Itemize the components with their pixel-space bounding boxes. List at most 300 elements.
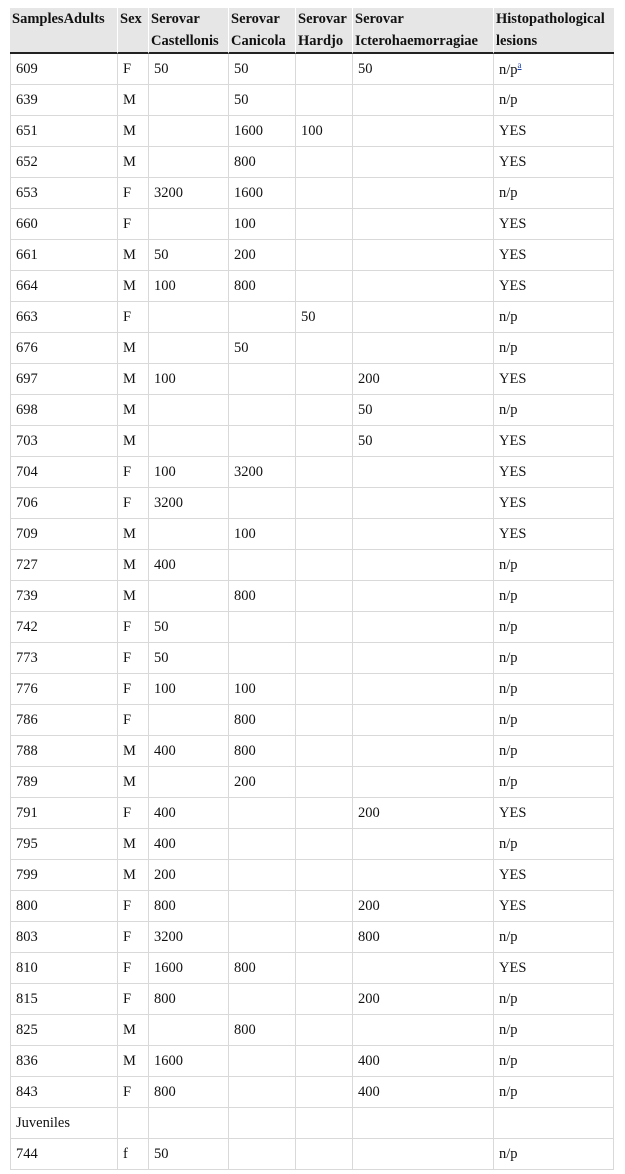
table-cell xyxy=(352,1015,493,1046)
cell-value: YES xyxy=(499,370,527,387)
table-cell xyxy=(352,395,493,426)
cell-value: 799 xyxy=(16,866,38,883)
table-row xyxy=(10,395,614,426)
cell-value: YES xyxy=(499,463,527,480)
cell-value: YES xyxy=(499,897,527,914)
table-row xyxy=(10,333,614,364)
table-row xyxy=(10,829,614,860)
cell-value: 50 xyxy=(358,401,373,418)
table-cell xyxy=(352,891,493,922)
table-header xyxy=(10,8,614,54)
table-cell xyxy=(117,674,148,705)
cell-value: YES xyxy=(499,277,527,294)
table-cell xyxy=(148,1046,228,1077)
cell-value: n/p xyxy=(499,618,518,635)
table-cell xyxy=(352,767,493,798)
table-cell xyxy=(117,984,148,1015)
table-cell xyxy=(352,147,493,178)
cell-value: 653 xyxy=(16,184,38,201)
table-row xyxy=(10,1015,614,1046)
table-row xyxy=(10,891,614,922)
table-cell xyxy=(493,581,614,612)
cell-value: n/p xyxy=(499,184,518,201)
table-cell xyxy=(10,581,117,612)
table-cell xyxy=(117,612,148,643)
table-cell xyxy=(228,395,295,426)
table-cell xyxy=(117,116,148,147)
table-row xyxy=(10,798,614,829)
cell-value: 742 xyxy=(16,618,38,635)
table-cell xyxy=(352,209,493,240)
table-cell xyxy=(117,488,148,519)
cell-value: M xyxy=(123,122,136,139)
cell-value: n/p xyxy=(499,711,518,728)
cell-value: n/p xyxy=(499,835,518,852)
table-cell xyxy=(228,240,295,271)
cell-value: 400 xyxy=(154,804,176,821)
table-cell xyxy=(295,85,352,116)
table-cell xyxy=(352,643,493,674)
cell-value: 1600 xyxy=(154,1052,183,1069)
table-cell xyxy=(493,54,614,85)
table-cell xyxy=(295,240,352,271)
cell-value: n/p xyxy=(499,556,518,573)
cell-value: 200 xyxy=(358,804,380,821)
table-cell xyxy=(352,116,493,147)
table-cell xyxy=(352,550,493,581)
table-row xyxy=(10,209,614,240)
table-cell xyxy=(117,705,148,736)
cell-value: 788 xyxy=(16,742,38,759)
table-cell xyxy=(493,209,614,240)
table-cell xyxy=(295,581,352,612)
cell-value: F xyxy=(123,897,132,914)
table-cell xyxy=(295,1077,352,1108)
table-row xyxy=(10,581,614,612)
table-cell xyxy=(295,178,352,209)
cell-value: F xyxy=(123,184,132,201)
header-line: Hardjo xyxy=(298,33,344,49)
table-cell xyxy=(493,860,614,891)
cell-value: n/p xyxy=(499,1021,518,1038)
table-row xyxy=(10,488,614,519)
cell-value: 800 xyxy=(16,897,38,914)
table-cell xyxy=(295,395,352,426)
table-cell xyxy=(148,333,228,364)
table-cell xyxy=(352,488,493,519)
table-cell xyxy=(10,798,117,829)
table-cell xyxy=(148,364,228,395)
cell-value: YES xyxy=(499,432,527,449)
table-cell xyxy=(228,550,295,581)
table-cell xyxy=(228,612,295,643)
table-cell xyxy=(352,798,493,829)
table-cell xyxy=(493,829,614,860)
table-body xyxy=(10,54,614,1170)
table-row xyxy=(10,240,614,271)
cell-value: M xyxy=(123,370,136,387)
table-cell xyxy=(493,488,614,519)
table-cell xyxy=(493,1046,614,1077)
cell-value: 739 xyxy=(16,587,38,604)
table-row xyxy=(10,736,614,767)
footnote-link[interactable]: a xyxy=(517,59,522,70)
table-cell xyxy=(148,1108,228,1139)
table-cell xyxy=(10,922,117,953)
table-row xyxy=(10,612,614,643)
table-cell xyxy=(148,178,228,209)
table-cell xyxy=(228,1108,295,1139)
cell-value: M xyxy=(123,587,136,604)
cell-value: 800 xyxy=(234,959,256,976)
table-cell xyxy=(493,674,614,705)
table-cell xyxy=(117,271,148,302)
table-row xyxy=(10,302,614,333)
table-row xyxy=(10,1139,614,1170)
castellonis-header xyxy=(148,8,228,54)
table-row xyxy=(10,984,614,1015)
table-cell xyxy=(117,798,148,829)
cell-value: 663 xyxy=(16,308,38,325)
table-cell xyxy=(148,984,228,1015)
table-cell xyxy=(295,1139,352,1170)
table-cell xyxy=(10,240,117,271)
table-cell xyxy=(228,1046,295,1077)
table-cell xyxy=(352,271,493,302)
cell-value: M xyxy=(123,432,136,449)
table-cell xyxy=(493,643,614,674)
table-cell xyxy=(148,209,228,240)
table-cell xyxy=(10,891,117,922)
cell-value: 800 xyxy=(234,1021,256,1038)
cell-value: M xyxy=(123,773,136,790)
table-cell xyxy=(228,302,295,333)
cell-value: 200 xyxy=(234,773,256,790)
cell-value: 50 xyxy=(154,649,169,666)
table-cell xyxy=(228,922,295,953)
cell-value: 800 xyxy=(234,742,256,759)
table-cell xyxy=(117,581,148,612)
cell-value: M xyxy=(123,525,136,542)
table-cell xyxy=(228,457,295,488)
cell-value: 1600 xyxy=(154,959,183,976)
table-cell xyxy=(295,922,352,953)
table-cell xyxy=(352,1046,493,1077)
cell-value: 652 xyxy=(16,153,38,170)
table-row xyxy=(10,457,614,488)
table-cell xyxy=(10,54,117,85)
cell-value: 50 xyxy=(358,60,373,77)
cell-value: 400 xyxy=(154,742,176,759)
table-cell xyxy=(295,767,352,798)
table-cell xyxy=(148,550,228,581)
table-cell xyxy=(117,953,148,984)
table-cell xyxy=(352,860,493,891)
table-cell xyxy=(117,643,148,674)
cell-value: n/p xyxy=(499,649,518,666)
table-cell xyxy=(228,271,295,302)
cell-value: F xyxy=(123,215,132,232)
table-cell xyxy=(352,364,493,395)
table-cell xyxy=(10,85,117,116)
table-cell xyxy=(117,860,148,891)
table-cell xyxy=(117,1015,148,1046)
table-cell xyxy=(493,736,614,767)
table-cell xyxy=(10,1108,117,1139)
cell-value: 200 xyxy=(234,246,256,263)
cell-value: M xyxy=(123,91,136,108)
cell-value: 800 xyxy=(234,277,256,294)
cell-value: 50 xyxy=(234,91,249,108)
table-cell xyxy=(10,488,117,519)
table-cell xyxy=(10,767,117,798)
cell-value: 800 xyxy=(154,897,176,914)
table-cell xyxy=(493,85,614,116)
table-cell xyxy=(10,519,117,550)
cell-value: F xyxy=(123,959,132,976)
table-cell xyxy=(228,984,295,1015)
cell-value: 803 xyxy=(16,928,38,945)
cell-value: 100 xyxy=(154,277,176,294)
table-cell xyxy=(117,333,148,364)
header-row xyxy=(10,8,614,54)
cell-value: 50 xyxy=(234,339,249,356)
table-cell xyxy=(493,1108,614,1139)
table-cell xyxy=(148,457,228,488)
cell-value: 660 xyxy=(16,215,38,232)
cell-value: 100 xyxy=(154,680,176,697)
table-cell xyxy=(228,1015,295,1046)
cell-value: 791 xyxy=(16,804,38,821)
table-cell xyxy=(228,147,295,178)
table-cell xyxy=(352,829,493,860)
table-cell xyxy=(148,674,228,705)
table-cell xyxy=(295,829,352,860)
canicola-header xyxy=(228,8,295,54)
cell-value: n/p xyxy=(499,1052,518,1069)
cell-value: M xyxy=(123,1052,136,1069)
table-row xyxy=(10,364,614,395)
table-cell xyxy=(295,550,352,581)
header-line: Serovar xyxy=(231,11,280,27)
table-cell xyxy=(295,147,352,178)
table-row xyxy=(10,860,614,891)
cell-value: 400 xyxy=(154,556,176,573)
cell-value: 776 xyxy=(16,680,38,697)
cell-value: 800 xyxy=(154,1083,176,1100)
table-cell xyxy=(352,54,493,85)
cell-value: 3200 xyxy=(154,494,183,511)
table-cell xyxy=(295,736,352,767)
table-cell xyxy=(295,426,352,457)
cell-value: 200 xyxy=(358,990,380,1007)
table-cell xyxy=(295,271,352,302)
cell-value: YES xyxy=(499,959,527,976)
table-container xyxy=(10,8,614,1170)
table-cell xyxy=(228,85,295,116)
table-cell xyxy=(10,1139,117,1170)
table-cell xyxy=(10,302,117,333)
cell-value: 400 xyxy=(358,1083,380,1100)
table-cell xyxy=(352,984,493,1015)
table-cell xyxy=(228,333,295,364)
cell-value: 698 xyxy=(16,401,38,418)
header-line: Serovar xyxy=(151,11,200,27)
table-cell xyxy=(352,178,493,209)
cell-value: 800 xyxy=(234,153,256,170)
table-cell xyxy=(117,240,148,271)
table-cell xyxy=(295,333,352,364)
cell-value: 200 xyxy=(358,370,380,387)
cell-value: YES xyxy=(499,804,527,821)
cell-value: 50 xyxy=(154,618,169,635)
table-cell xyxy=(295,860,352,891)
table-cell xyxy=(493,240,614,271)
table-cell xyxy=(228,891,295,922)
table-cell xyxy=(10,209,117,240)
table-cell xyxy=(10,953,117,984)
cell-value: F xyxy=(123,804,132,821)
table-cell xyxy=(10,860,117,891)
cell-value: 400 xyxy=(154,835,176,852)
table-cell xyxy=(148,860,228,891)
samples-header xyxy=(10,8,117,54)
table-cell xyxy=(117,302,148,333)
table-cell xyxy=(493,984,614,1015)
cell-value: 773 xyxy=(16,649,38,666)
header-line: Serovar xyxy=(298,11,347,27)
table-cell xyxy=(493,891,614,922)
cell-value: n/p xyxy=(499,1083,518,1100)
cell-value: n/p xyxy=(499,587,518,604)
table-cell xyxy=(493,178,614,209)
table-row xyxy=(10,550,614,581)
table-cell xyxy=(148,54,228,85)
cell-value: 744 xyxy=(16,1145,38,1162)
table-cell xyxy=(295,674,352,705)
cell-value: 609 xyxy=(16,60,38,77)
cell-value: 800 xyxy=(234,587,256,604)
table-cell xyxy=(117,736,148,767)
table-cell xyxy=(493,364,614,395)
table-cell xyxy=(117,891,148,922)
table-cell xyxy=(117,550,148,581)
table-cell xyxy=(352,1077,493,1108)
table-cell xyxy=(228,1139,295,1170)
table-cell xyxy=(148,736,228,767)
table-row xyxy=(10,1108,614,1139)
table-row xyxy=(10,85,614,116)
table-cell xyxy=(295,891,352,922)
header-line: Canicola xyxy=(231,33,286,49)
cell-value: F xyxy=(123,990,132,1007)
header-line: Histopathological xyxy=(496,11,605,27)
header-line: Sex xyxy=(120,11,142,27)
cell-value: 697 xyxy=(16,370,38,387)
table-cell xyxy=(228,364,295,395)
cell-value: 100 xyxy=(234,215,256,232)
table-cell xyxy=(493,1077,614,1108)
table-cell xyxy=(295,953,352,984)
cell-value: 1600 xyxy=(234,122,263,139)
cell-value: 50 xyxy=(154,60,169,77)
cell-value: F xyxy=(123,463,132,480)
table-row xyxy=(10,643,614,674)
table-cell xyxy=(148,240,228,271)
cell-value: F xyxy=(123,928,132,945)
table-cell xyxy=(352,1139,493,1170)
cell-value: 843 xyxy=(16,1083,38,1100)
table-cell xyxy=(352,302,493,333)
cell-value: 100 xyxy=(301,122,323,139)
cell-value: YES xyxy=(499,525,527,542)
cell-value: n/p xyxy=(499,308,518,325)
table-cell xyxy=(493,705,614,736)
table-cell xyxy=(148,829,228,860)
cell-value: F xyxy=(123,60,132,77)
table-cell xyxy=(117,1046,148,1077)
cell-value: F xyxy=(123,1083,132,1100)
cell-value: 651 xyxy=(16,122,38,139)
table-cell xyxy=(228,736,295,767)
cell-value: F xyxy=(123,618,132,635)
table-cell xyxy=(352,240,493,271)
table-cell xyxy=(148,271,228,302)
table-cell xyxy=(295,984,352,1015)
table-cell xyxy=(148,705,228,736)
cell-value: 800 xyxy=(358,928,380,945)
cell-value: YES xyxy=(499,122,527,139)
table-cell xyxy=(295,364,352,395)
table-cell xyxy=(493,953,614,984)
data-table xyxy=(10,8,614,1170)
table-cell xyxy=(493,333,614,364)
table-row xyxy=(10,54,614,85)
table-cell xyxy=(148,1015,228,1046)
table-cell xyxy=(228,674,295,705)
table-cell xyxy=(352,457,493,488)
cell-value: YES xyxy=(499,494,527,511)
table-cell xyxy=(493,116,614,147)
table-cell xyxy=(228,488,295,519)
table-cell xyxy=(117,85,148,116)
table-cell xyxy=(148,1139,228,1170)
table-cell xyxy=(228,953,295,984)
cell-value: 815 xyxy=(16,990,38,1007)
table-row xyxy=(10,426,614,457)
table-cell xyxy=(148,147,228,178)
table-row xyxy=(10,1077,614,1108)
table-cell xyxy=(10,426,117,457)
table-cell xyxy=(10,736,117,767)
cell-value: n/p xyxy=(499,990,518,1007)
table-cell xyxy=(10,364,117,395)
table-cell xyxy=(295,643,352,674)
table-cell xyxy=(295,1046,352,1077)
table-cell xyxy=(493,1139,614,1170)
cell-value: F xyxy=(123,680,132,697)
table-cell xyxy=(148,612,228,643)
table-cell xyxy=(10,643,117,674)
cell-value: 704 xyxy=(16,463,38,480)
table-cell xyxy=(117,519,148,550)
cell-value: 800 xyxy=(234,711,256,728)
cell-value: 3200 xyxy=(234,463,263,480)
table-cell xyxy=(352,705,493,736)
table-cell xyxy=(352,736,493,767)
table-cell xyxy=(117,178,148,209)
header-line: Castellonis xyxy=(151,33,219,49)
